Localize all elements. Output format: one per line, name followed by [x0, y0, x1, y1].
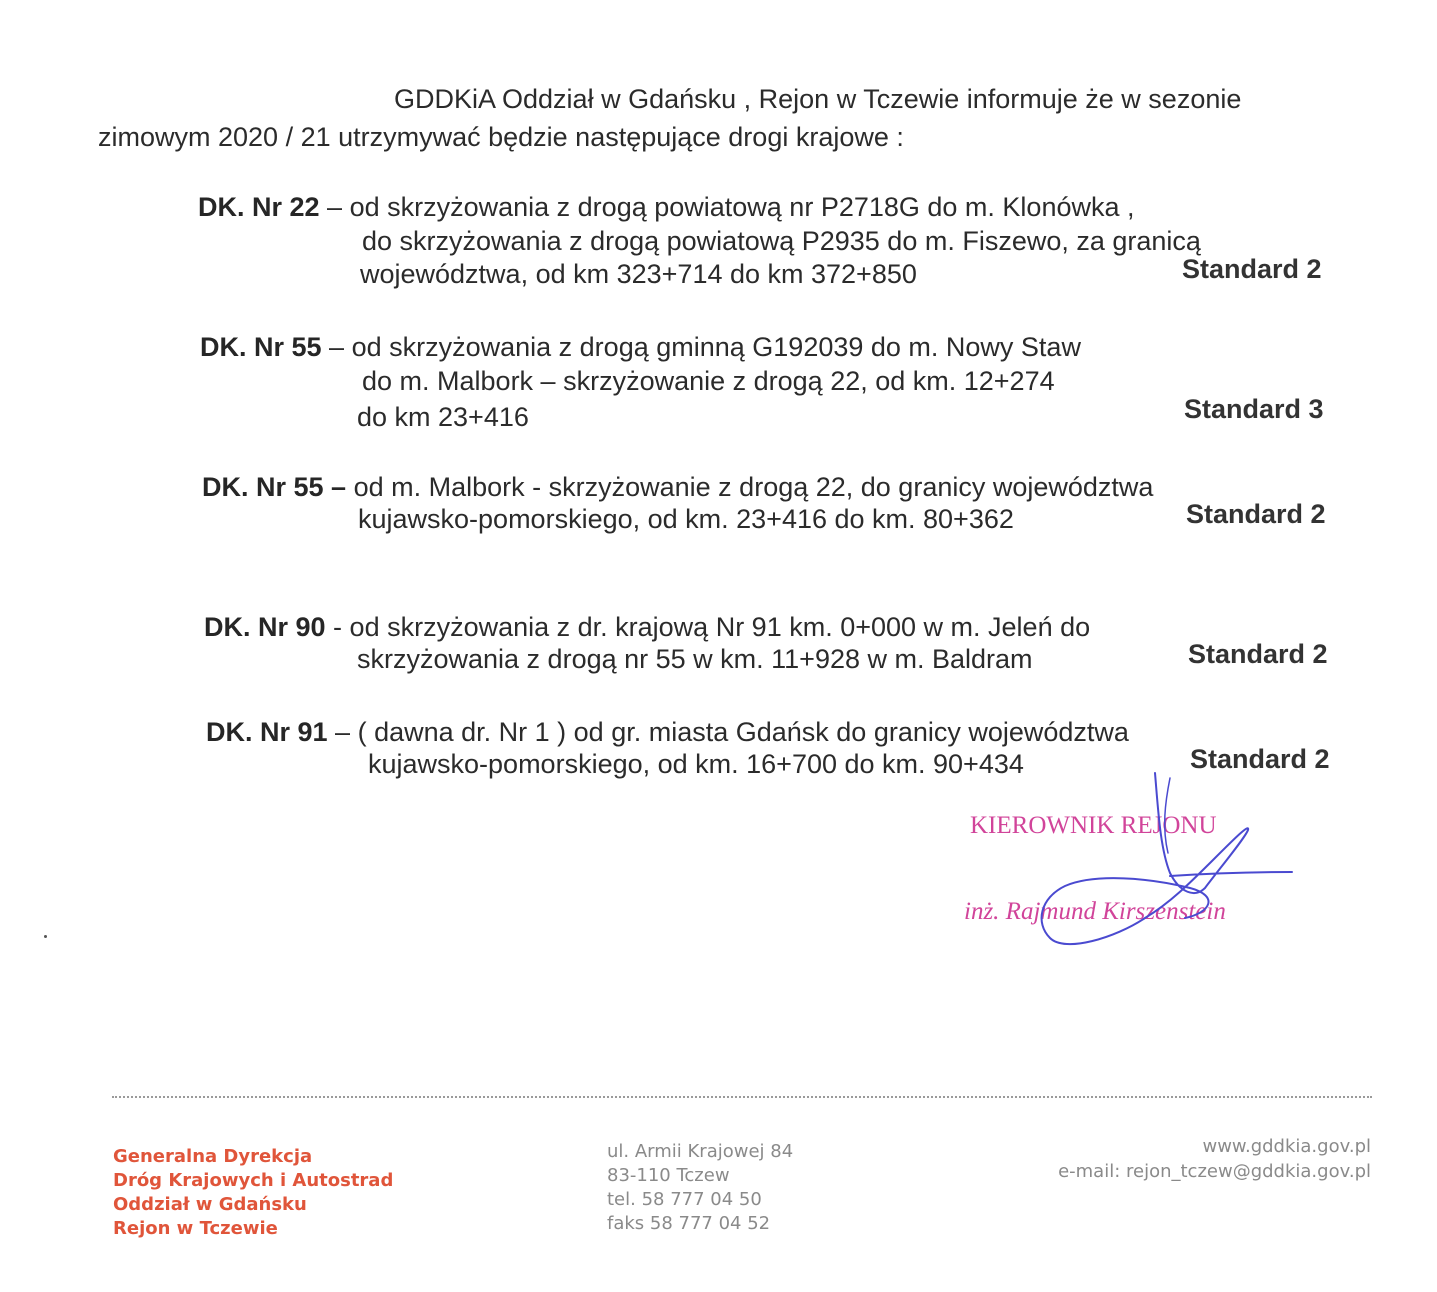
scan-speck	[44, 935, 47, 938]
footer-org-line: Rejon w Tczewie	[113, 1218, 278, 1239]
road-line-2: skrzyżowania z drogą nr 55 w km. 11+928 w m. Baldram	[357, 644, 1033, 674]
road-line-2: kujawsko-pomorskiego, od km. 16+700 do km. 90+434	[368, 749, 1024, 779]
road-label: DK. Nr 22	[198, 192, 320, 222]
road-entry-dk90	[204, 612, 1090, 643]
footer-address	[607, 1140, 793, 1236]
road-label: DK. Nr 90	[204, 612, 326, 642]
road-standard: Standard 2	[1188, 639, 1328, 669]
road-label: DK. Nr 55	[200, 332, 322, 362]
road-standard: Standard 2	[1190, 744, 1330, 774]
intro-line-2: zimowym 2020 / 21 utrzymywać będzie następujące drogi krajowe :	[98, 122, 904, 152]
road-line-1: od skrzyżowania z dr. krajową Nr 91 km. 0+000 w m. Jeleń do	[349, 612, 1091, 642]
road-entry-dk55-b	[202, 472, 1153, 503]
footer-org-line: Oddział w Gdańsku	[113, 1194, 307, 1215]
footer-email: e-mail: rejon_tczew@gddkia.gov.pl	[1058, 1161, 1371, 1182]
road-label: DK. Nr 91	[206, 717, 328, 747]
footer-contact	[1058, 1134, 1371, 1184]
road-line-3: do km 23+416	[357, 402, 529, 432]
road-entry-dk91	[206, 717, 1129, 748]
road-line-1: od skrzyżowania z drogą gminną G192039 do m. Nowy Staw	[351, 332, 1081, 362]
road-separator: –	[319, 192, 350, 222]
footer-address-line: 83-110 Tczew	[607, 1165, 730, 1186]
road-separator: –	[321, 332, 352, 362]
road-line-1: ( dawna dr. Nr 1 ) od gr. miasta Gdańsk do granicy województwa	[357, 717, 1129, 747]
road-standard: Standard 2	[1186, 499, 1326, 529]
footer-address-line: ul. Armii Krajowej 84	[607, 1141, 794, 1162]
road-entry-dk22	[198, 192, 1135, 223]
footer-phone: tel. 58 777 04 50	[607, 1189, 762, 1210]
road-standard: Standard 2	[1182, 254, 1322, 284]
footer-organization	[113, 1145, 393, 1241]
signature-icon	[1020, 768, 1310, 958]
road-entry-dk55-a	[200, 332, 1081, 363]
road-line-2: kujawsko-pomorskiego, od km. 23+416 do km. 80+362	[358, 504, 1014, 534]
footer-fax: faks 58 777 04 52	[607, 1213, 771, 1234]
road-line-2: do skrzyżowania z drogą powiatową P2935 do m. Fiszewo, za granicą	[362, 226, 1201, 256]
footer-divider	[112, 1096, 1372, 1098]
footer-org-line: Generalna Dyrekcja	[113, 1146, 313, 1167]
stamp-name: inż. Rajmund Kirszenstein	[964, 898, 1226, 925]
road-separator: -	[325, 612, 350, 642]
road-standard: Standard 3	[1184, 394, 1324, 424]
road-separator	[346, 472, 354, 502]
road-line-1: od skrzyżowania z drogą powiatową nr P2718G do m. Klonówka ,	[349, 192, 1135, 222]
road-line-3: województwa, od km 323+714 do km 372+850	[360, 259, 917, 289]
footer-org-line: Dróg Krajowych i Autostrad	[113, 1170, 394, 1191]
road-separator: –	[327, 717, 358, 747]
road-line-1: od m. Malbork - skrzyżowanie z drogą 22, do granicy województwa	[353, 472, 1154, 502]
stamp-title: KIEROWNIK REJONU	[970, 812, 1217, 839]
intro-line-1: GDDKiA Oddział w Gdańsku , Rejon w Tczewie informuje że w sezonie	[394, 84, 1242, 114]
road-line-2: do m. Malbork – skrzyżowanie z drogą 22, od km. 12+274	[362, 366, 1055, 396]
footer-website: www.gddkia.gov.pl	[1202, 1136, 1371, 1157]
road-label: DK. Nr 55 –	[202, 472, 347, 502]
